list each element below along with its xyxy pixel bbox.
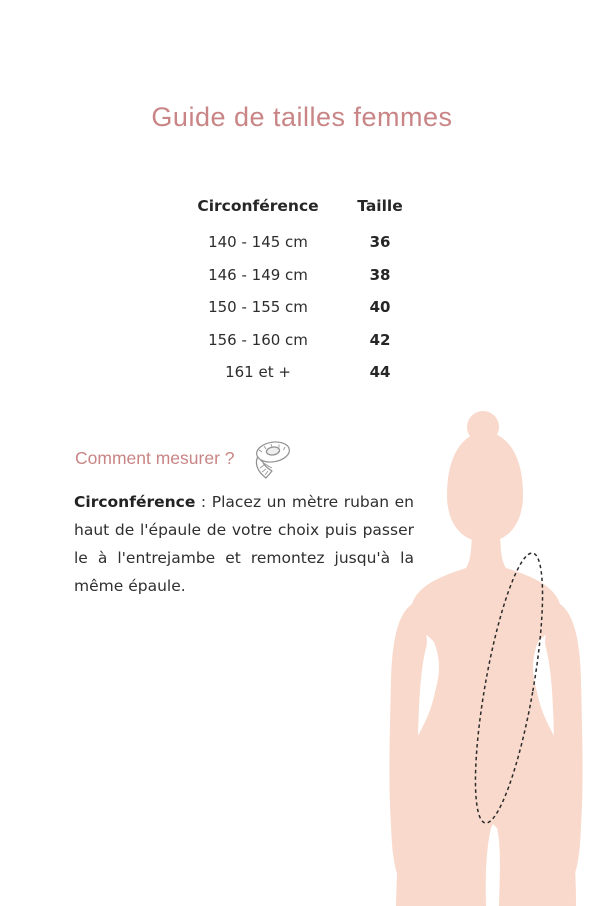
size-cell: 36 [369, 233, 391, 252]
circumference-cell: 146 - 149 cm [208, 265, 308, 284]
measuring-tape-icon [248, 437, 296, 485]
measure-term: Circonférence [74, 493, 196, 511]
measure-description-text: Placez un mètre ruban en haut de l'épaule de votre choix puis passer le à l'entrejambe et remontez jusqu'à la même épaule. [74, 493, 415, 595]
size-cell: 42 [369, 330, 391, 349]
circumference-cell: 156 - 160 cm [208, 330, 308, 349]
how-to-measure-heading: Comment mesurer ? [75, 448, 235, 468]
circumference-cell: 140 - 145 cm [208, 233, 308, 252]
table-header-row [178, 186, 422, 226]
size-cell: 38 [369, 265, 391, 284]
measure-description [74, 488, 414, 600]
female-silhouette [380, 403, 604, 906]
table-row [178, 324, 422, 357]
table-row [178, 259, 422, 292]
silhouette-body [396, 520, 576, 906]
size-table [178, 186, 422, 389]
table-header-circumference: Circonférence [197, 197, 319, 215]
size-cell: 44 [369, 363, 391, 382]
table-row [178, 356, 422, 389]
table-row [178, 291, 422, 324]
page-title: Guide de tailles femmes [151, 102, 453, 133]
circumference-cell: 150 - 155 cm [208, 298, 308, 317]
table-header-taille: Taille [357, 197, 403, 215]
size-cell: 40 [369, 298, 391, 317]
measure-separator: : [195, 493, 212, 511]
table-row [178, 226, 422, 259]
circumference-cell: 161 et + [225, 363, 291, 382]
